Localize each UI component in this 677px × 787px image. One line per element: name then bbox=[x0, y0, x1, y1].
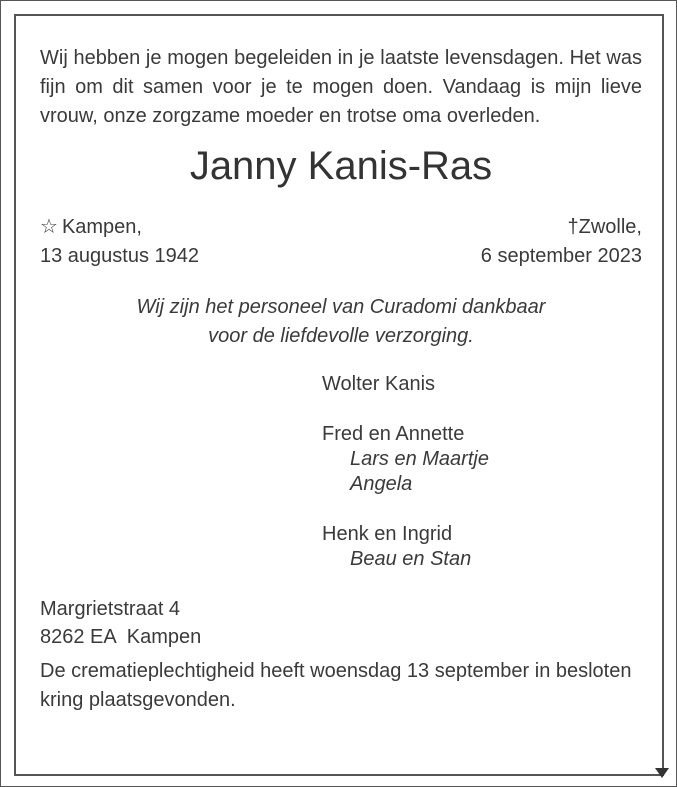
cross-icon: † bbox=[567, 216, 579, 238]
star-icon: ☆ bbox=[40, 216, 58, 238]
family-member: Wolter Kanis bbox=[322, 373, 436, 395]
death-info bbox=[481, 213, 642, 271]
family-member: Fred en Annette bbox=[322, 423, 465, 445]
intro-text: Wij hebben je mogen begeleiden in je laatste levensdagen. Het was fijn om dit samen voor je te mogen doen. Vandaag is mijn lieve vrouw, onze zorgzame moeder en trotse oma overleden. bbox=[40, 47, 642, 127]
family-list bbox=[322, 372, 642, 572]
birth-date: 13 augustus 1942 bbox=[40, 245, 200, 267]
life-dates bbox=[40, 213, 642, 271]
thanks-line: Wij zijn het personeel van Curadomi dankbaar bbox=[136, 296, 546, 318]
grandchildren: Lars en Maartje bbox=[350, 448, 489, 470]
death-date: 6 september 2023 bbox=[480, 245, 642, 267]
death-place: Zwolle, bbox=[578, 216, 642, 238]
birth-info bbox=[40, 213, 199, 271]
grandchildren: Beau en Stan bbox=[350, 548, 472, 570]
family-group bbox=[322, 522, 642, 572]
deceased-name: Janny Kanis-Ras bbox=[189, 144, 493, 188]
thanks-line: voor de liefdevolle verzorging. bbox=[208, 325, 474, 347]
closing-text: De crematieplechtigheid heeft woensdag 13 september in besloten kring plaatsgevonden. bbox=[40, 660, 632, 711]
family-group bbox=[322, 372, 642, 397]
scroll-down-icon[interactable] bbox=[655, 768, 669, 778]
family-group bbox=[322, 422, 642, 497]
address-city: 8262 EA Kampen bbox=[40, 626, 202, 648]
obituary-content bbox=[40, 44, 642, 715]
thanks-note bbox=[40, 293, 642, 351]
address-street: Margrietstraat 4 bbox=[40, 598, 181, 620]
correspondence-address bbox=[40, 595, 642, 651]
birth-place: Kampen, bbox=[61, 216, 142, 238]
family-member: Henk en Ingrid bbox=[322, 523, 453, 545]
grandchildren: Angela bbox=[350, 473, 413, 495]
